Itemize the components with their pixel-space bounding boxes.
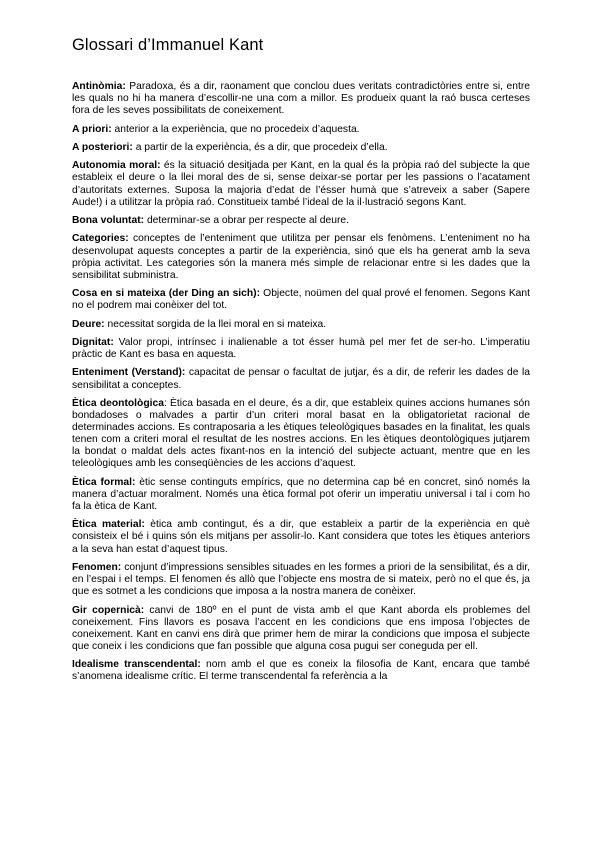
glossary-entry <box>72 367 530 391</box>
glossary-entry <box>72 81 530 117</box>
glossary-entry <box>72 288 530 312</box>
glossary-entry <box>72 142 530 154</box>
glossary-term: Ètica formal: <box>72 476 136 488</box>
glossary-definition: anterior a la experiència, que no procedeix d’aquesta. <box>111 123 360 135</box>
glossary-definition: determinar-se a obrar per respecte al deure. <box>144 215 349 227</box>
glossary-term: Ètica material: <box>72 519 145 531</box>
glossary-definition: capacitat de pensar o facultat de jutjar, és a dir, de referir les dades de la sensibilitat a conceptes. <box>72 367 530 391</box>
glossary-term: Ètica deontològica <box>72 397 164 409</box>
glossary-entry <box>72 605 530 653</box>
glossary-definition: Objecte, noümen del qual prové el fenomen. Segons Kant no el podrem mai conèixer del tot. <box>72 288 530 312</box>
glossary-entry <box>72 124 530 136</box>
glossary-definition: conjunt d’impressions sensibles situades en les formes a priori de la sensibilitat, és a dir, en l’espai i el temps. El fenomen és allò que l’objecte ens mostra de si mateix, però no el que és, ja que es sotmet a les condicions que imposa a la nostra manera de conèixer. <box>72 561 530 598</box>
glossary-entry <box>72 160 530 208</box>
glossary-entry <box>72 519 530 555</box>
glossary-definition: Paradoxa, és a dir, raonament que conclou dues veritats contradictòries entre si, entre les quals no hi ha manera d’escollir-ne una com a millor. Es produeix quant la raó busca certeses fora de les seves possibilitats de coneixement. <box>72 81 530 117</box>
glossary-term: Cosa en si mateixa (der Ding an sich): <box>72 288 261 300</box>
glossary-definition: : Ètica basada en el deure, és a dir, que estableix quines accions humanes són bondadoses o malvades a partir d’un criteri moral basat en la obligatorietat racional de determinades accions. Es contraposaria a les ètiques teleològiques basades en la finalitat, les quals tenen com a criteri moral el resultat de les nostres accions. En les ètiques deontològiques jutjarem la bondat o maldat dels actes fixant-nos en la intenció del subjecte actuant, mentre que en les teleològiques amb les conseqüències de les accions d’aquest. <box>72 397 530 470</box>
glossary-term: Fenomen: <box>72 561 122 573</box>
glossary-definition: Valor propi, intrínsec i inalienable a tot ésser humà pel mer fet de ser-ho. L’imperatiu pràctic de Kant es basa en aquesta. <box>72 336 530 361</box>
glossary-definition: conceptes de l’enteniment que utilitza per pensar els fenòmens. L’enteniment no ha desenvolupat aquests conceptes a partir de la experiència, sinó que els ha generat amb la seva pròpia activitat. Les categories són la manera més simple de relacionar entre si les dades que la sensibilitat subministra. <box>72 233 530 281</box>
glossary-definition: a partir de la experiència, és a dir, que procedeix d’ella. <box>132 141 388 153</box>
glossary-term: Idealisme transcendental: <box>72 659 201 671</box>
glossary-term: Bona voluntat: <box>72 215 145 227</box>
glossary-term: Dignitat: <box>72 336 114 348</box>
glossary-list <box>72 81 530 683</box>
glossary-term: A priori: <box>72 123 112 135</box>
glossary-definition: necessitat sorgida de la llei moral en si mateixa. <box>104 318 327 330</box>
glossary-entry <box>72 659 530 683</box>
glossary-definition: és la situació desitjada per Kant, en la qual és la pròpia raó del subjecte la que estableix el deure o la llei moral des de si, sense deixar-se portar per les passions o l’acatament d’autoritats externes. Suposa la majoria d’edat de l’ésser humà que s’atreveix a saber (Sapere Aude!) i a utilitzar la pròpia raó. Constitueix també l’ideal de la il·lustració segons Kant. <box>72 160 530 208</box>
glossary-definition: ètica amb contingut, és a dir, que estableix a partir de la experiència en què consisteix el bé i quins són els mitjans per assolir-lo. Kant considera que totes les ètiques anteriors a la seva han estat d’aquest tipus. <box>72 519 530 555</box>
glossary-definition: ètic sense continguts empírics, que no determina cap bé en concret, sinó només la manera d’actuar moralment. Només una ètica formal pot oferir un imperatiu universal i tal i com ho fa la ètica de Kant. <box>72 476 530 512</box>
glossary-term: Categories: <box>72 233 129 245</box>
glossary-entry <box>72 477 530 513</box>
glossary-entry <box>72 337 530 361</box>
glossary-term: Enteniment (Verstand): <box>72 367 186 379</box>
glossary-definition: canvi de 180º en el punt de vista amb el que Kant aborda els problemes del coneixement. Fins llavors es posava l’accent en les condicions que ens imposa l’objectes de coneixement. Kant en canvi ens dirà que primer hem de mirar la condicions que imposa el subjecte que coneix i les condicions que fan possible que alguna cosa pugui ser coneguda per ell. <box>72 604 530 652</box>
glossary-entry <box>72 215 530 227</box>
glossary-term: Antinòmia: <box>72 81 126 92</box>
glossary-term: Deure: <box>72 318 105 330</box>
page-title: Glossari d’Immanuel Kant <box>72 36 264 54</box>
glossary-entry <box>72 233 530 281</box>
glossary-entry <box>72 562 530 598</box>
glossary-definition: nom amb el que es coneix la filosofia de Kant, encara que també s’anomena idealisme crític. El terme transcendental fa referència a la <box>72 659 530 683</box>
glossary-term: Autonomia moral: <box>72 160 161 172</box>
glossary-term: Gir copernicà: <box>72 604 145 616</box>
glossary-entry <box>72 398 530 471</box>
glossary-term: A posteriori: <box>72 141 133 153</box>
glossary-entry <box>72 319 530 331</box>
